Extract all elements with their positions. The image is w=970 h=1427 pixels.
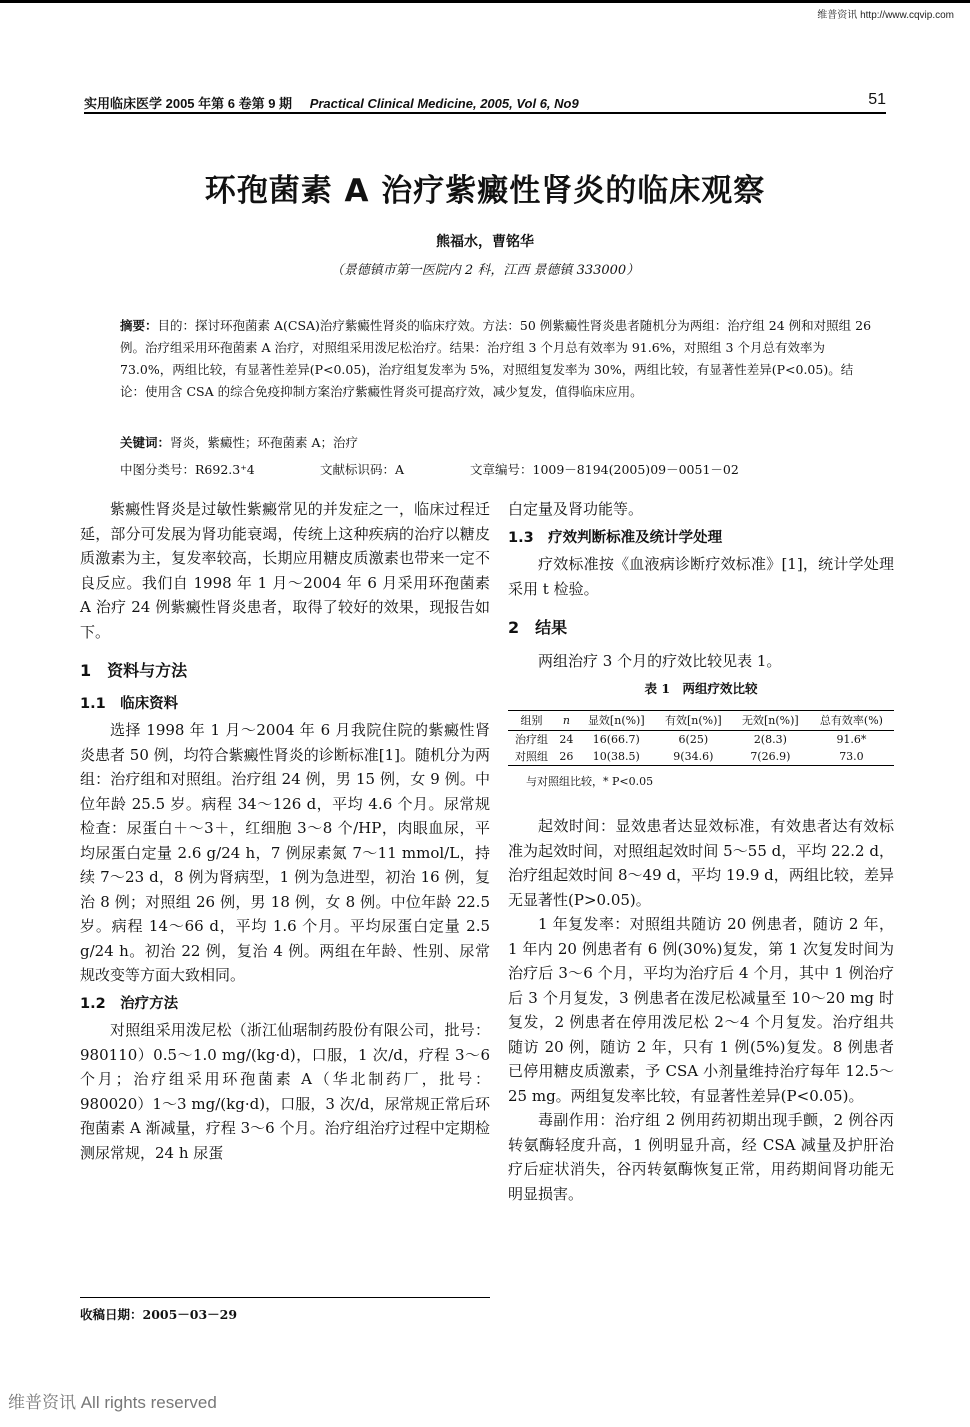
journal-en: Practical Clinical Medicine, 2005, Vol 6, No9 <box>309 96 579 111</box>
authors: 熊福水，曹铭华 <box>436 234 534 250</box>
table-cell: 16(66.7) <box>592 732 640 746</box>
intro-paragraph: 紫癜性肾炎是过敏性紫癜常见的并发症之一，临床过程迁延，部分可发展为肾功能衰竭，传统上这种疾病的治疗以糖皮质激素为主，复发率较高，长期应用糖皮质激素也带来一定不良反应。我们自 1998 年 1 月～2004 年 6 月采用环孢菌素 A 治疗 24 例紫癜性肾炎患者，取得了较好的效果，现报告如下。 <box>80 500 490 641</box>
table-row <box>508 730 894 748</box>
header-rule <box>84 112 886 114</box>
keywords <box>120 433 872 451</box>
keywords-text: 肾炎，紫癜性；环孢菌素 A；治疗 <box>170 435 359 450</box>
clc-number: 中图分类号：R692.3⁺4 <box>120 462 255 477</box>
document-code: 文献标识码：A <box>320 462 405 477</box>
abstract-label: 摘要： <box>120 318 158 333</box>
paper-title: 环孢菌素 A 治疗紫癜性肾炎的临床观察 <box>204 173 766 209</box>
page-number: 51 <box>868 91 886 108</box>
table-header-cell: 显效[n(%)] <box>578 710 655 730</box>
table-header-cell: 总有效率(%) <box>809 710 894 730</box>
section-1-heading: 1 资料与方法 <box>80 661 188 680</box>
article-number: 文章编号：1009－8194(2005)09－0051－02 <box>470 462 739 477</box>
right-column <box>508 497 894 1206</box>
running-header <box>84 93 886 112</box>
results-table <box>508 710 894 766</box>
table-cell: 7(26.9) <box>732 748 809 766</box>
table-cell: 91.6* <box>836 732 867 746</box>
onset-paragraph: 起效时间：显效患者达显效标准，有效患者达有效标准为起效时间，对照组起效时间 5～55 d，平均 22.2 d，治疗组起效时间 8～49 d，平均 19.9 d，两组比较，差异无显著性(P>0.05)。 <box>508 817 894 909</box>
table-note: 与对照组比较，* P<0.05 <box>526 774 654 788</box>
footnote-rule <box>80 1297 490 1298</box>
table-cell: 2(8.3) <box>753 732 787 746</box>
table-cell: 73.0 <box>809 748 894 766</box>
top-rule <box>0 0 970 3</box>
table-caption: 表 1 两组疗效比较 <box>644 681 758 696</box>
results-intro: 两组治疗 3 个月的疗效比较见表 1。 <box>538 651 782 670</box>
affiliation: （景德镇市第一医院内 2 科，江西 景德镇 333000） <box>330 263 640 278</box>
table-header-row <box>508 710 894 730</box>
table-row <box>508 748 894 766</box>
keywords-label: 关键词： <box>120 435 171 450</box>
criteria-paragraph: 疗效标准按《血液病诊断疗效标准》[1]，统计学处理采用 t 检验。 <box>508 555 894 598</box>
watermark-top: 维普资讯 http://www.cqvip.com <box>817 10 954 21</box>
side-effects-paragraph: 毒副作用：治疗组 2 例用药初期出现手颤，2 例谷丙转氨酶轻度升高，1 例明显升高，经 CSA 减量及护肝治疗后症状消失，谷丙转氨酶恢复正常，用药期间肾功能无明显损害。 <box>508 1111 894 1203</box>
treatment-paragraph: 对照组采用泼尼松（浙江仙琚制药股份有限公司，批号：980110）0.5～1.0 mg/(kg·d)，口服，1 次/d，疗程 3～6 个月；治疗组采用环孢菌素 A（华北制药厂，批号：980020）1～3 mg/(kg·d)，口服，3 次/d，尿常规正常后环孢菌素 A 渐减量，疗程 3～6 个月。治疗组治疗过程中定期检测尿常规，24 h 尿蛋 <box>80 1021 490 1162</box>
table-cell: 对照组 <box>508 748 555 766</box>
received-date: 收稿日期：2005－03－29 <box>80 1307 238 1322</box>
table-cell: 9(34.6) <box>655 748 732 766</box>
abstract-text: 目的：探讨环孢菌素 A(CSA)治疗紫癜性肾炎的临床疗效。方法：50 例紫癜性肾炎患者随机分为两组：治疗组 24 例和对照组 26 例。治疗组采用环孢菌素 A 治疗，对照组采用泼尼松治疗。结果：治疗组 3 个月总有效率为 91.6%，对照组 3 个月总有效率为 73.0%，两组比较，有显著性差异(P<0.05)，治疗组复发率为 5%，对照组复发率为 30%，两组比较，有显著性差异(P<0.05)。结论：使用含 CSA 的综合免疫抑制方案治疗紫癜性肾炎可提高疗效，减少复发，值得临床应用。 <box>120 318 872 399</box>
abstract <box>120 315 872 403</box>
section-1-3-heading: 1.3 疗效判断标准及统计学处理 <box>508 529 723 546</box>
section-1-2-heading: 1.2 治疗方法 <box>80 995 179 1012</box>
table-cell: 26 <box>555 748 578 766</box>
relapse-paragraph: 1 年复发率：对照组共随访 20 例患者，随访 2 年，1 年内 20 例患者有 6 例(30%)复发，第 1 次复发时间为治疗后 3～6 个月，平均为治疗后 4 个月，其中 1 例治疗后 3 个月复发，3 例患者在泼尼松减量至 10～20 mg 时复发，2 例患者在停用泼尼松 2～4 个月复发。治疗组共随访 20 例，随访 2 年，只有 1 例(5%)复发。8 例患者已停用糖皮质激素，予 CSA 小剂量维持治疗每年 12.5～25 mg。两组复发率比较，有显著性差异(P<0.05)。 <box>508 915 894 1105</box>
journal-cn: 实用临床医学 2005 年第 6 卷第 9 期 <box>84 96 293 111</box>
continued-text: 白定量及肾功能等。 <box>508 500 644 518</box>
section-1-1-heading: 1.1 临床资料 <box>80 695 179 712</box>
table-cell: 治疗组 <box>514 732 548 746</box>
left-column <box>80 497 490 1165</box>
section-2-heading: 2 结果 <box>508 618 568 637</box>
watermark-bottom: 维普资讯 All rights reserved <box>8 1393 217 1412</box>
table-header-cell: 无效[n(%)] <box>732 710 809 730</box>
table-header-cell: 有效[n(%)] <box>655 710 732 730</box>
table-header-cell: 组别 <box>508 710 555 730</box>
table-cell: 10(38.5) <box>578 748 655 766</box>
table-cell: 24 <box>559 732 574 746</box>
table-cell: 6(25) <box>678 732 709 746</box>
table-header-cell: n <box>555 710 578 730</box>
clinical-data-paragraph: 选择 1998 年 1 月～2004 年 6 月我院住院的紫癜性肾炎患者 50 例，均符合紫癜性肾炎的诊断标准[1]。随机分为两组：治疗组和对照组。治疗组 24 例，男 15 例，女 9 例。中位年龄 25.5 岁。病程 34～126 d，平均 4.6 个月。尿常规检查：尿蛋白＋～3＋，红细胞 3～8 个/HP，肉眼血尿，平均尿蛋白定量 2.6 g/24 h，7 例尿素氮 7～11 mmol/L，持续 7～23 d，8 例为肾病型，1 例为急进型，初治 16 例，复治 8 例；对照组 26 例，男 18 例，女 8 例。中位年龄 22.5 岁。病程 14～66 d，平均 1.6 个月。平均尿蛋白定量 2.5 g/24 h。初治 22 例，复治 4 例。两组在年龄、性别、尿常规改变等方面大致相同。 <box>80 721 490 984</box>
